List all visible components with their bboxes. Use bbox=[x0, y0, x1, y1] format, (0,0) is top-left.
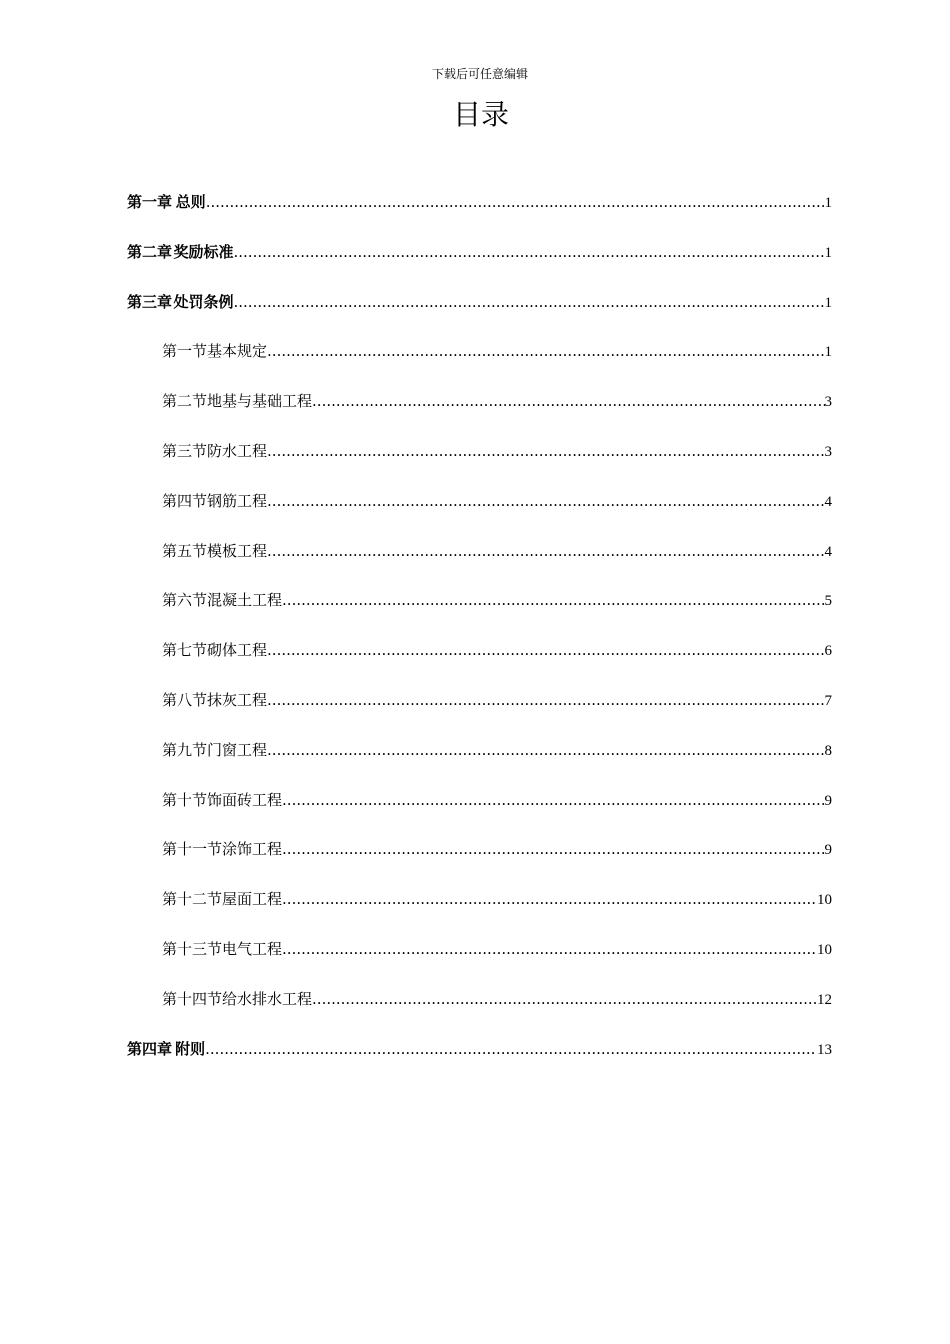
toc-entry-section-1[interactable] bbox=[127, 338, 832, 388]
toc-entry-number: 第五节 bbox=[162, 541, 208, 560]
toc-entry-title: 饰面砖工程 bbox=[207, 790, 283, 809]
toc-entry-section-10[interactable] bbox=[127, 787, 832, 837]
toc-entry-section-6[interactable] bbox=[127, 587, 832, 637]
toc-entry-title: 涂饰工程 bbox=[222, 840, 283, 859]
toc-entry-number: 第九节 bbox=[162, 740, 208, 759]
toc-entry-page: 1 bbox=[824, 195, 832, 211]
toc-entry-number: 第四章 bbox=[127, 1039, 173, 1058]
toc-dot-leader bbox=[267, 737, 824, 763]
toc-dot-leader bbox=[282, 587, 824, 613]
toc-entry-section-9[interactable] bbox=[127, 737, 832, 787]
toc-entry-number: 第十四节 bbox=[162, 989, 223, 1008]
toc-entry-title: 门窗工程 bbox=[207, 740, 268, 759]
toc-dot-leader bbox=[312, 388, 824, 414]
toc-entry-number: 第二章 bbox=[127, 242, 173, 261]
toc-entry-number: 第一节 bbox=[162, 342, 208, 361]
toc-entry-title: 给水排水工程 bbox=[222, 989, 313, 1008]
toc-entry-title: 钢筋工程 bbox=[207, 491, 268, 510]
toc-entry-number: 第七节 bbox=[162, 641, 208, 660]
toc-dot-leader bbox=[267, 438, 824, 464]
toc-entry-page: 9 bbox=[824, 792, 832, 809]
toc-entry-title: 防水工程 bbox=[207, 441, 268, 460]
toc-dot-leader bbox=[234, 289, 825, 315]
toc-dot-leader bbox=[234, 239, 825, 265]
toc-entry-title: 屋面工程 bbox=[222, 890, 283, 909]
toc-entry-page: 8 bbox=[824, 742, 832, 759]
toc-dot-leader bbox=[312, 986, 817, 1012]
toc-entry-number: 第一章 bbox=[127, 193, 173, 211]
toc-entry-section-11[interactable] bbox=[127, 836, 832, 886]
toc-entry-title: 总则 bbox=[175, 193, 206, 211]
toc-dot-leader bbox=[205, 1036, 817, 1062]
toc-entry-section-13[interactable] bbox=[127, 936, 832, 986]
toc-dot-leader bbox=[267, 687, 824, 713]
toc-entry-number: 第三章 bbox=[127, 292, 173, 311]
toc-dot-leader bbox=[267, 488, 824, 514]
toc-entry-chapter-4[interactable] bbox=[127, 1036, 832, 1086]
toc-entry-title: 砌体工程 bbox=[207, 641, 268, 660]
toc-entry-page: 3 bbox=[824, 394, 832, 411]
toc-dot-leader bbox=[282, 936, 817, 962]
toc-entry-number: 第二节 bbox=[162, 392, 208, 411]
toc-entry-section-2[interactable] bbox=[127, 388, 832, 438]
toc-entry-page: 4 bbox=[824, 493, 832, 510]
toc-entry-number: 第六节 bbox=[162, 591, 208, 610]
toc-dot-leader bbox=[282, 886, 817, 912]
toc-entry-page: 10 bbox=[817, 941, 832, 958]
toc-entry-number: 第三节 bbox=[162, 441, 208, 460]
toc-entry-page: 1 bbox=[824, 244, 832, 261]
toc-entry-page: 6 bbox=[824, 643, 832, 660]
toc-entry-section-12[interactable] bbox=[127, 886, 832, 936]
toc-entry-section-7[interactable] bbox=[127, 637, 832, 687]
toc-entry-section-3[interactable] bbox=[127, 438, 832, 488]
toc-dot-leader bbox=[282, 836, 824, 862]
toc-entry-page: 7 bbox=[824, 692, 832, 709]
toc-entry-chapter-3[interactable] bbox=[127, 289, 832, 339]
table-of-contents bbox=[127, 189, 832, 1085]
toc-entry-page: 1 bbox=[824, 294, 832, 311]
toc-entry-title: 处罚条例 bbox=[173, 292, 234, 311]
toc-entry-number: 第十节 bbox=[162, 790, 208, 809]
toc-entry-section-8[interactable] bbox=[127, 687, 832, 737]
toc-entry-section-4[interactable] bbox=[127, 488, 832, 538]
toc-entry-number: 第八节 bbox=[162, 690, 208, 709]
toc-entry-number: 第十三节 bbox=[162, 939, 223, 958]
toc-entry-page: 9 bbox=[824, 842, 832, 859]
page-title: 目录 bbox=[452, 98, 509, 131]
toc-entry-chapter-2[interactable] bbox=[127, 239, 832, 289]
toc-dot-leader bbox=[267, 338, 824, 364]
toc-entry-page: 4 bbox=[824, 543, 832, 560]
toc-entry-title: 附则 bbox=[175, 1039, 206, 1058]
toc-dot-leader bbox=[267, 538, 824, 564]
toc-dot-leader bbox=[267, 637, 824, 663]
toc-entry-title: 奖励标准 bbox=[173, 242, 234, 261]
toc-entry-page: 10 bbox=[817, 892, 832, 909]
toc-entry-number: 第十二节 bbox=[162, 890, 223, 909]
toc-entry-title: 混凝土工程 bbox=[207, 591, 283, 610]
toc-entry-title: 地基与基础工程 bbox=[207, 392, 313, 411]
toc-entry-number: 第十一节 bbox=[162, 840, 223, 859]
toc-entry-page: 13 bbox=[817, 1041, 832, 1058]
toc-entry-page: 3 bbox=[824, 443, 832, 460]
toc-entry-chapter-1[interactable] bbox=[127, 189, 832, 239]
toc-entry-page: 1 bbox=[824, 344, 832, 361]
toc-entry-page: 5 bbox=[824, 593, 832, 610]
toc-entry-title: 基本规定 bbox=[207, 342, 268, 361]
toc-dot-leader bbox=[206, 189, 825, 215]
toc-entry-number: 第四节 bbox=[162, 491, 208, 510]
toc-dot-leader bbox=[282, 787, 824, 813]
toc-entry-title: 抹灰工程 bbox=[207, 690, 268, 709]
toc-entry-title: 电气工程 bbox=[222, 939, 283, 958]
toc-entry-title: 模板工程 bbox=[207, 541, 268, 560]
toc-entry-section-14[interactable] bbox=[127, 986, 832, 1036]
toc-entry-page: 12 bbox=[817, 991, 832, 1008]
header-note: 下载后可任意编辑 bbox=[431, 67, 528, 81]
toc-entry-section-5[interactable] bbox=[127, 538, 832, 588]
